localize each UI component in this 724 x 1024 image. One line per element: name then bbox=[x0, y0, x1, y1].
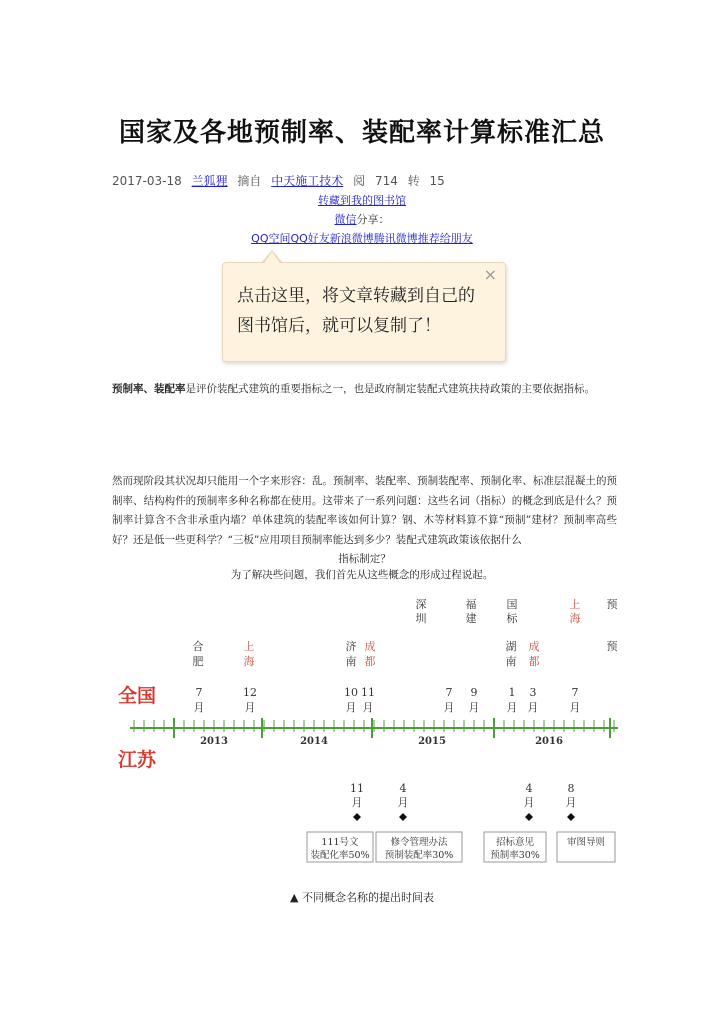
reposts-count: 15 bbox=[429, 174, 445, 188]
month-label: 月 bbox=[569, 701, 581, 714]
jiangsu-label: 江苏 bbox=[118, 749, 157, 771]
city-label: 海 bbox=[243, 655, 255, 668]
wechat-share-link[interactable]: 微信 bbox=[334, 213, 357, 226]
city-label: 海 bbox=[569, 612, 581, 625]
month-label: 月 bbox=[523, 796, 535, 809]
city-label: 标 bbox=[506, 612, 518, 625]
city-label: 国 bbox=[506, 598, 518, 611]
source-prefix: 摘自 bbox=[237, 174, 262, 188]
year-label: 2013 bbox=[200, 736, 228, 747]
month-label: 4 bbox=[399, 782, 407, 795]
milestone-diamond bbox=[353, 813, 361, 821]
save-row bbox=[0, 192, 724, 208]
city-label: 成 bbox=[528, 640, 540, 653]
month-label: 月 bbox=[527, 701, 539, 714]
month-label: 10 bbox=[344, 686, 358, 699]
policy-box-title: 审图导则 bbox=[566, 837, 606, 848]
author-link[interactable]: 兰狐狸 bbox=[191, 174, 228, 188]
city-label: 成 bbox=[364, 640, 376, 653]
month-label: 月 bbox=[345, 701, 357, 714]
month-label: 8 bbox=[567, 782, 575, 795]
month-label: 月 bbox=[351, 796, 363, 809]
city-label: 上 bbox=[243, 640, 255, 653]
body-paragraph-text: 然而现阶段其状况却只能用一个字来形容：乱。预制率、装配率、预制装配率、预制化率、标准层混凝土的预制率、结构构件的预制率多种名称都在使用。这带来了一系列问题：这些名词（指标）的概念到底是什么？预制率计算含不含非承重内墙？单体建筑的装配率该如何计算？钢、木等材料算不算“预制”建材？预制率高些好？还是低一些更科学？“三板”应用项目预制率能达到多少？装配式建筑政策该依据什么 bbox=[112, 475, 617, 546]
month-label: 月 bbox=[397, 796, 409, 809]
city-label: 深 bbox=[415, 598, 427, 611]
month-label: 11 bbox=[350, 782, 364, 795]
month-label: 12 bbox=[243, 686, 257, 699]
month-label: 月 bbox=[565, 796, 577, 809]
timeline-figure bbox=[0, 592, 724, 872]
month-label: 11 bbox=[361, 686, 375, 699]
year-label: 2016 bbox=[535, 736, 563, 747]
city-label: 都 bbox=[528, 655, 540, 668]
reads-count: 714 bbox=[374, 174, 398, 188]
city-label: 合 bbox=[192, 640, 204, 653]
city-label: 上 bbox=[569, 598, 581, 611]
intro-bold: 预制率、装配率 bbox=[112, 383, 186, 395]
month-label: 7 bbox=[571, 686, 579, 699]
policy-box-detail: 装配化率50% bbox=[310, 850, 370, 861]
reposts-label: 转 bbox=[407, 174, 420, 188]
month-label: 月 bbox=[443, 701, 455, 714]
city-label: 圳 bbox=[415, 612, 427, 625]
month-label: 月 bbox=[468, 701, 480, 714]
month-label: 1 bbox=[508, 686, 516, 699]
tip-line-2: 图书馆后，就可以复制了！ bbox=[237, 316, 441, 336]
policy-box-title: 111号文 bbox=[321, 837, 359, 848]
publish-date: 2017-03-18 bbox=[112, 174, 182, 188]
national-label: 全国 bbox=[118, 685, 157, 707]
wechat-row bbox=[0, 211, 724, 227]
city-label: 济 bbox=[345, 640, 357, 653]
close-icon[interactable]: × bbox=[483, 265, 497, 284]
city-label: 建 bbox=[465, 612, 477, 625]
city-label: 预 bbox=[606, 640, 618, 653]
policy-box-detail: 预制装配率30% bbox=[384, 850, 454, 861]
social-share-links[interactable]: QQ空间QQ好友新浪微博腾讯微博推荐给朋友 bbox=[251, 232, 473, 245]
milestone-diamond bbox=[525, 813, 533, 821]
year-label: 2015 bbox=[418, 736, 446, 747]
body-paragraph bbox=[112, 472, 617, 570]
milestone-diamond bbox=[399, 813, 407, 821]
month-label: 月 bbox=[506, 701, 518, 714]
save-to-library-link[interactable]: 转藏到我的图书馆 bbox=[318, 194, 406, 207]
wechat-share-suffix: 分享： bbox=[356, 213, 390, 226]
body-paragraph-end: 指标制定？ bbox=[338, 553, 391, 565]
month-label: 9 bbox=[470, 686, 478, 699]
intro-rest: 是评价装配式建筑的重要指标之一，也是政府制定装配式建筑扶持政策的主要依据指标。 bbox=[185, 383, 595, 395]
tip-line-1: 点击这里，将文章转藏到自己的 bbox=[237, 286, 475, 306]
milestone-diamond bbox=[567, 813, 575, 821]
body-paragraph-2: 为了解决些问题，我们首先从这些概念的形成过程说起。 bbox=[230, 569, 494, 581]
month-label: 月 bbox=[193, 701, 205, 714]
month-label: 月 bbox=[362, 701, 374, 714]
month-label: 3 bbox=[529, 686, 537, 699]
city-label: 湖 bbox=[505, 640, 517, 653]
article-meta bbox=[112, 172, 451, 189]
month-label: 4 bbox=[525, 782, 533, 795]
article-title: 国家及各地预制率、装配率计算标准汇总 bbox=[118, 118, 605, 148]
policy-box-title: 招标意见 bbox=[495, 837, 535, 848]
intro-paragraph bbox=[112, 381, 632, 396]
city-label: 福 bbox=[465, 598, 477, 611]
figure-caption: ▲ 不同概念名称的提出时间表 bbox=[290, 891, 434, 904]
social-row bbox=[0, 230, 724, 246]
reads-label: 阅 bbox=[353, 174, 366, 188]
source-link[interactable]: 中天施工技术 bbox=[271, 174, 344, 188]
copy-tip-text bbox=[237, 281, 493, 341]
month-label: 7 bbox=[445, 686, 453, 699]
policy-box-detail: 预制率30% bbox=[490, 850, 540, 861]
city-label: 南 bbox=[505, 655, 517, 668]
city-label: 都 bbox=[364, 655, 376, 668]
year-label: 2014 bbox=[300, 736, 328, 747]
month-label: 月 bbox=[244, 701, 256, 714]
copy-tip-popup bbox=[222, 262, 506, 362]
city-label: 肥 bbox=[192, 655, 204, 668]
city-label: 南 bbox=[345, 655, 357, 668]
tooltip-arrow-inner bbox=[264, 252, 280, 263]
month-label: 7 bbox=[195, 686, 203, 699]
city-label: 预 bbox=[606, 598, 618, 611]
policy-box-title: 修令管理办法 bbox=[390, 837, 448, 848]
